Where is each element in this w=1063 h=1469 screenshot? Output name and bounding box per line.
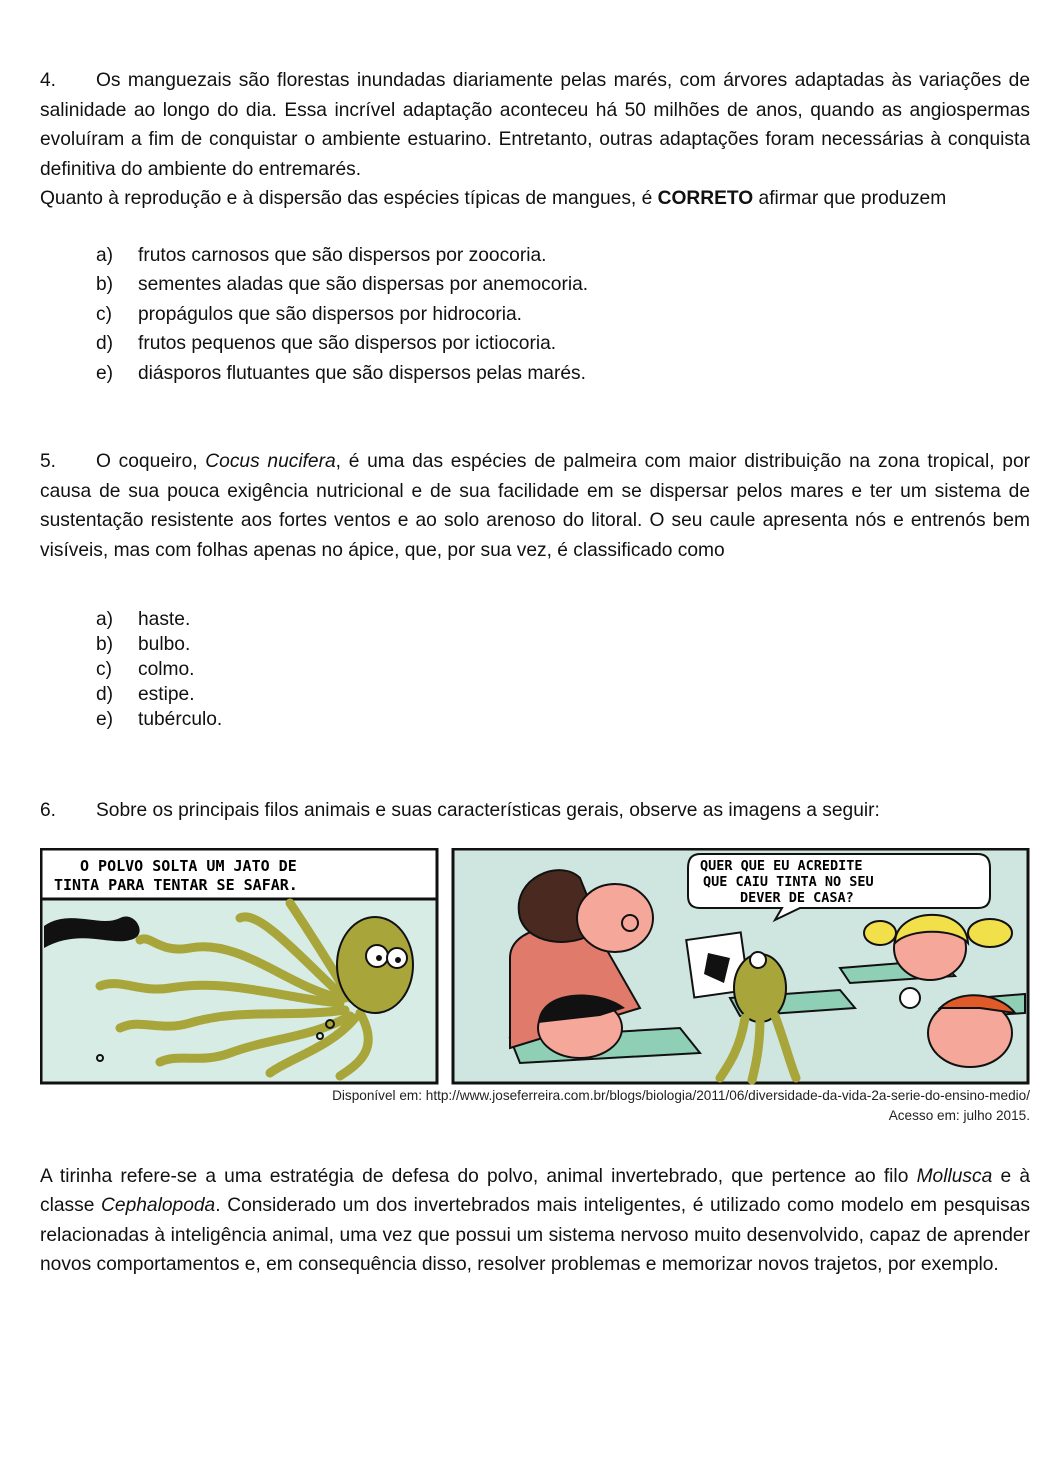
text-part: A tirinha refere-se a uma estratégia de defesa do polvo, animal invertebrado, que pertence ao filo (40, 1165, 917, 1187)
question-4-body: Os manguezais são florestas inundadas diariamente pelas marés, com árvores adaptadas às variações de salinidade ao longo do dia. Essa incrível adaptação aconteceu há 50 milhões de anos, quando as angiospermas evoluíram a fim de conquistar o ambiente estuarino. Entretanto, outras adaptações foram necessárias à conquista definitiva do ambiente do entremarés. (40, 70, 1030, 180)
option-letter: c) (96, 303, 112, 325)
option-text: bulbo. (138, 634, 191, 655)
text-part: . Considerado um dos invertebrados mais inteligentes, é utilizado como modelo em pesquisas relacionadas à inteligência animal, uma vez que possui um sistema nervoso muito desenvolvido, capaz de aprender novos comportamentos e, em consequência disso, resolver problemas e memorizar novos trajetos, por exemplo. (40, 1195, 1030, 1275)
option-text: tubérculo. (138, 709, 223, 730)
phylum-name: Mollusca (916, 1165, 993, 1187)
species-name: Cocus nucifera (205, 451, 336, 472)
option-c (96, 300, 1030, 330)
question-6-body: Sobre os principais filos animais e suas características gerais, observe as imagens a seguir: (96, 800, 880, 821)
option-text: sementes aladas que são dispersas por anemocoria. (138, 274, 589, 295)
exam-page (40, 66, 1030, 1280)
text-part: e à classe (40, 1165, 1030, 1216)
option-a (96, 607, 1030, 632)
question-number: 5. (40, 451, 57, 472)
balloon-line1: QUER QUE EU ACREDITE (700, 857, 863, 874)
option-letter: a) (96, 244, 114, 266)
option-letter: d) (96, 333, 114, 354)
option-c (96, 657, 1030, 682)
stem-part: afirmar que produzem (753, 188, 947, 209)
option-letter: e) (96, 362, 114, 384)
balloon-line2: QUE CAIU TINTA NO SEU (703, 873, 874, 890)
panel-caption-line2: TINTA PARA TENTAR SE SAFAR. (54, 875, 298, 894)
option-letter: b) (96, 634, 114, 655)
balloon-line3: DEVER DE CASA? (740, 889, 854, 906)
comic-strip (40, 848, 1030, 1086)
question-6-text (40, 796, 1030, 826)
teacher-face (577, 884, 653, 952)
option-letter: c) (96, 659, 112, 680)
question-4-stem (40, 184, 1030, 214)
option-letter: d) (96, 684, 114, 705)
comic-panel-classroom (453, 849, 1028, 1083)
panel-caption-line1: O POLVO SOLTA UM JATO DE (80, 856, 297, 875)
option-e (96, 707, 1030, 732)
option-text: colmo. (138, 659, 195, 680)
access-date: Acesso em: julho 2015. (888, 1107, 1030, 1123)
question-4-options (40, 241, 1030, 389)
option-text: diásporos flutuantes que são dispersos pelas marés. (138, 362, 586, 384)
stem-part: Quanto à reprodução e à dispersão das espécies típicas de mangues, é (40, 188, 658, 209)
option-b (96, 270, 1030, 300)
question-6-paragraph (40, 1162, 1030, 1280)
option-text: frutos carnosos que são dispersos por zoocoria. (138, 244, 547, 266)
text-part: O coqueiro, (96, 451, 206, 472)
option-b (96, 632, 1030, 657)
question-number: 4. (40, 70, 57, 91)
option-text: propágulos que são dispersos por hidrocoria. (138, 303, 522, 325)
option-a (96, 241, 1030, 271)
option-text: estipe. (138, 684, 195, 705)
option-letter: a) (96, 609, 114, 630)
option-d (96, 329, 1030, 359)
option-d (96, 682, 1030, 707)
option-letter: e) (96, 709, 114, 730)
comic-panel-octopus (41, 849, 437, 1083)
option-text: frutos pequenos que são dispersos por ictiocoria. (138, 333, 557, 354)
option-text: haste. (138, 609, 191, 630)
option-e (96, 359, 1030, 389)
source-line: Disponível em: http://www.joseferreira.com.br/blogs/biologia/2011/06/diversidade-da-vida-2a-serie-do-ensino-medio/ (332, 1087, 1030, 1103)
option-letter: b) (96, 274, 114, 295)
question-number: 6. (40, 800, 57, 821)
comic-strip-drawing (40, 848, 1030, 1086)
question-5-text (40, 447, 1030, 565)
question-5-options (40, 607, 1030, 732)
question-4-text (40, 66, 1030, 184)
stem-bold: CORRETO (657, 188, 754, 209)
class-name: Cephalopoda (101, 1195, 216, 1216)
text-part: , é uma das espécies de palmeira com maior distribuição na zona tropical, por causa de sua pouca exigência nutricional e de sua facilidade em se dispersar pelos mares e ter um sistema de sustentação resistente aos fortes ventos e ao solo arenoso do litoral. O seu caule apresenta nós e entrenós bem visíveis, mas com folhas apenas no ápice, que, por sua vez, é classificado como (40, 451, 1031, 561)
